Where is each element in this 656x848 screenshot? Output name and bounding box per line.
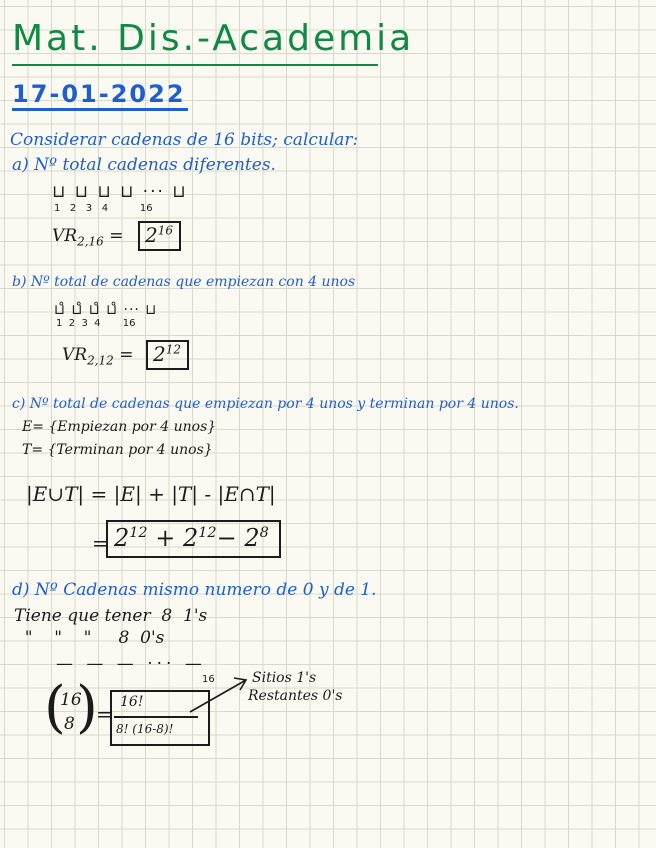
part-b-answer-base: 2 [153, 342, 166, 366]
part-a-formula [52, 226, 123, 248]
part-b-formula [62, 345, 133, 367]
part-a-formula-sub: 2,16 [77, 234, 104, 249]
fraction-numerator: 16! [120, 694, 144, 710]
binom-eq: = [96, 702, 113, 726]
binom-left-paren: ( [44, 675, 66, 740]
part-c-answer-c-base: 2 [244, 524, 260, 552]
part-b-answer-box [146, 340, 189, 370]
part-d-note-line1: Sitios 1's [252, 670, 317, 686]
part-b-slot-indices: 1 2 3 4 16 [56, 318, 136, 329]
part-c-answer-b-base: 2 [182, 524, 199, 552]
part-b-formula-left: VR [62, 345, 88, 365]
page-date: 17-01-2022 [12, 80, 186, 108]
binom-top: 16 [60, 690, 82, 710]
part-c-set-t: T= {Terminan por 4 unos} [22, 442, 213, 458]
part-d-slots: — — — ··· — [56, 654, 206, 674]
part-a-formula-left: VR [52, 226, 78, 246]
part-a-answer-box [138, 221, 181, 251]
part-b-heading: b) Nº total de cadenas que empiezan con 4 unos [12, 274, 356, 290]
part-c-formula: |E∪T| = |E| + |T| - |E∩T| [26, 482, 276, 506]
part-c-heading: c) Nº total de cadenas que empiezan por 4 unos y terminan por 4 unos. [12, 396, 519, 412]
part-c-answer-c-exp: 8 [259, 525, 269, 541]
part-b-slots: ⊔̊ ⊔̊ ⊔̊ ⊔̊ ··· ⊔ [54, 302, 158, 318]
date-underline [12, 108, 188, 111]
part-b-formula-eq: = [119, 345, 134, 365]
fraction-denominator: 8! (16-8)! [116, 722, 174, 736]
part-b-answer-exp: 12 [165, 342, 182, 357]
part-c-answer-plus: + [155, 524, 176, 552]
part-a-answer-exp: 16 [157, 223, 174, 238]
part-a-answer-base: 2 [145, 223, 158, 247]
part-d-note-line2: Restantes 0's [248, 688, 343, 704]
part-c-answer-a-exp: 12 [129, 525, 148, 541]
part-c-set-e: E= {Empiezan por 4 unos} [22, 419, 217, 435]
part-a-slots: ⊔ ⊔ ⊔ ⊔ ··· ⊔ [52, 182, 188, 202]
part-d-heading: d) Nº Cadenas mismo numero de 0 y de 1. [12, 580, 377, 600]
intro-text: Considerar cadenas de 16 bits; calcular: [10, 130, 359, 150]
page-title: Mat. Dis.-Academia [12, 18, 415, 59]
part-a-slot-indices: 1 2 3 4 16 [54, 203, 153, 214]
binom-right-paren: ) [76, 675, 98, 740]
fraction-bar [114, 716, 198, 718]
part-b-formula-sub: 2,12 [87, 353, 114, 368]
part-c-answer-b-exp: 12 [198, 525, 217, 541]
part-c-answer-box [106, 520, 281, 558]
part-d-slot-index: 16 [202, 674, 215, 685]
part-c-answer-eq: = [92, 531, 109, 555]
part-d-line1: Tiene que tener 8 1's [14, 606, 208, 626]
title-underline [12, 64, 378, 66]
part-c-answer-a-base: 2 [114, 524, 130, 552]
part-c-answer-minus: − [216, 524, 237, 552]
part-a-heading: a) Nº total cadenas diferentes. [12, 155, 276, 175]
part-d-line2: " " " 8 0's [14, 628, 165, 648]
part-a-formula-eq: = [109, 226, 124, 246]
binom-bottom: 8 [64, 714, 75, 734]
